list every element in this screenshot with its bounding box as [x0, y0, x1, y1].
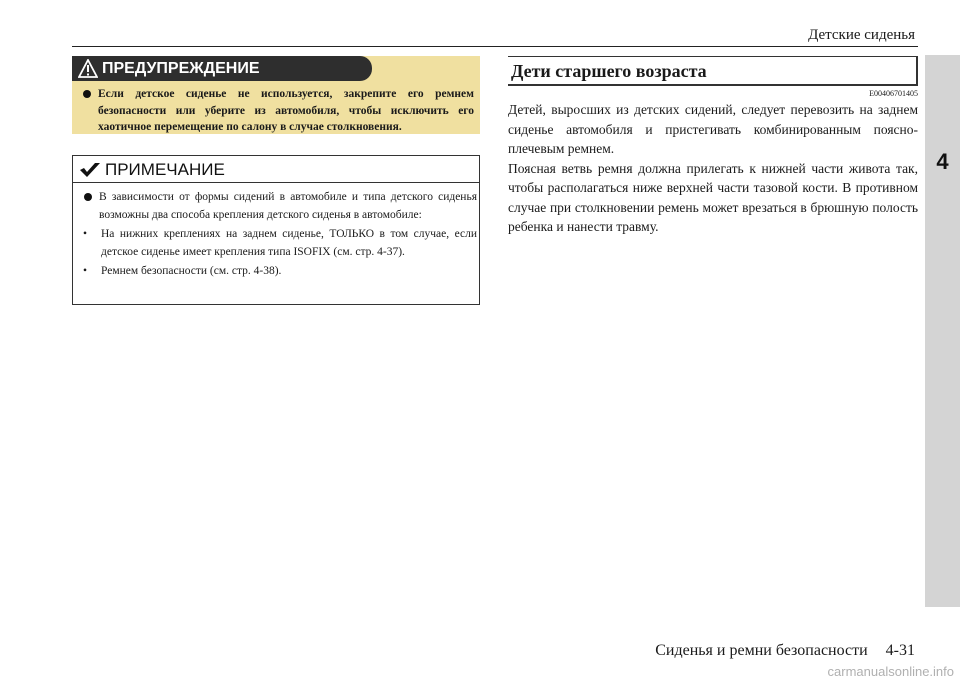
warning-bullet-text: Если детское сиденье не используется, закрепите его ремнем безопасности или уберите из автомобиля, чтобы исключить его хаотичное перемещение по салону в случае столкновения.: [98, 88, 474, 133]
sub-item-mark: •: [83, 265, 88, 277]
warning-bullet: [82, 86, 474, 136]
footer-section-name: Сиденья и ремни безопасности: [655, 642, 868, 659]
note-check-icon: [79, 161, 101, 179]
note-header: [73, 156, 479, 183]
watermark: carmanualsonline.info: [827, 664, 954, 678]
warning-header: [72, 56, 372, 81]
body-paragraph: Поясная ветвь ремня должна прилегать к нижней части живота так, чтобы располагаться ниже верхней части тазовой кости. В противном случае при столкновении ремень может врезаться в брюшную полость ребенка и нанести травму.: [508, 160, 918, 234]
note-box: [72, 155, 480, 305]
note-label: ПРИМЕЧАНИЕ: [105, 160, 225, 179]
page-number: 4-31: [885, 642, 915, 659]
warning-text: [82, 86, 474, 136]
note-sub-item-text: Ремнем безопасности (см. стр. 4-38).: [101, 265, 282, 277]
chapter-side-tab: [925, 55, 960, 607]
note-bullet-text: В зависимости от формы сидений в автомобиле и типа детского сиденья возможны два способа крепления детского сиденья в автомобиле:: [99, 191, 477, 221]
chapter-number: 4: [936, 149, 949, 174]
note-body: [83, 189, 477, 281]
bullet-dot: [83, 90, 91, 98]
bullet-dot: [84, 193, 92, 201]
body-paragraph: Детей, выросших из детских сидений, следует перевозить на заднем сиденье автомобиля и пристегивать комбинированным поясно-плечевым ремнем.: [508, 102, 918, 156]
sub-item-mark: •: [83, 228, 88, 240]
note-sub-item: [83, 226, 477, 261]
header-rule: [72, 46, 918, 47]
warning-label: ПРЕДУПРЕЖДЕНИЕ: [102, 60, 260, 77]
warning-triangle-icon: [78, 59, 98, 78]
warning-box: [72, 56, 480, 134]
page-footer: [655, 642, 915, 660]
page-header-title: Детские сиденья: [808, 27, 915, 43]
section-body: [508, 100, 918, 237]
note-sub-item: [83, 263, 477, 281]
section-title: Дети старшего возраста: [511, 61, 707, 81]
section-title-box: [508, 56, 918, 86]
section-code: E00406701405: [869, 89, 918, 98]
note-bullet: [83, 189, 477, 224]
note-sub-item-text: На нижних креплениях на заднем сиденье, ТОЛЬКО в том случае, если детское сиденье имеет крепления типа ISOFIX (см. стр. 4-37).: [101, 228, 477, 258]
